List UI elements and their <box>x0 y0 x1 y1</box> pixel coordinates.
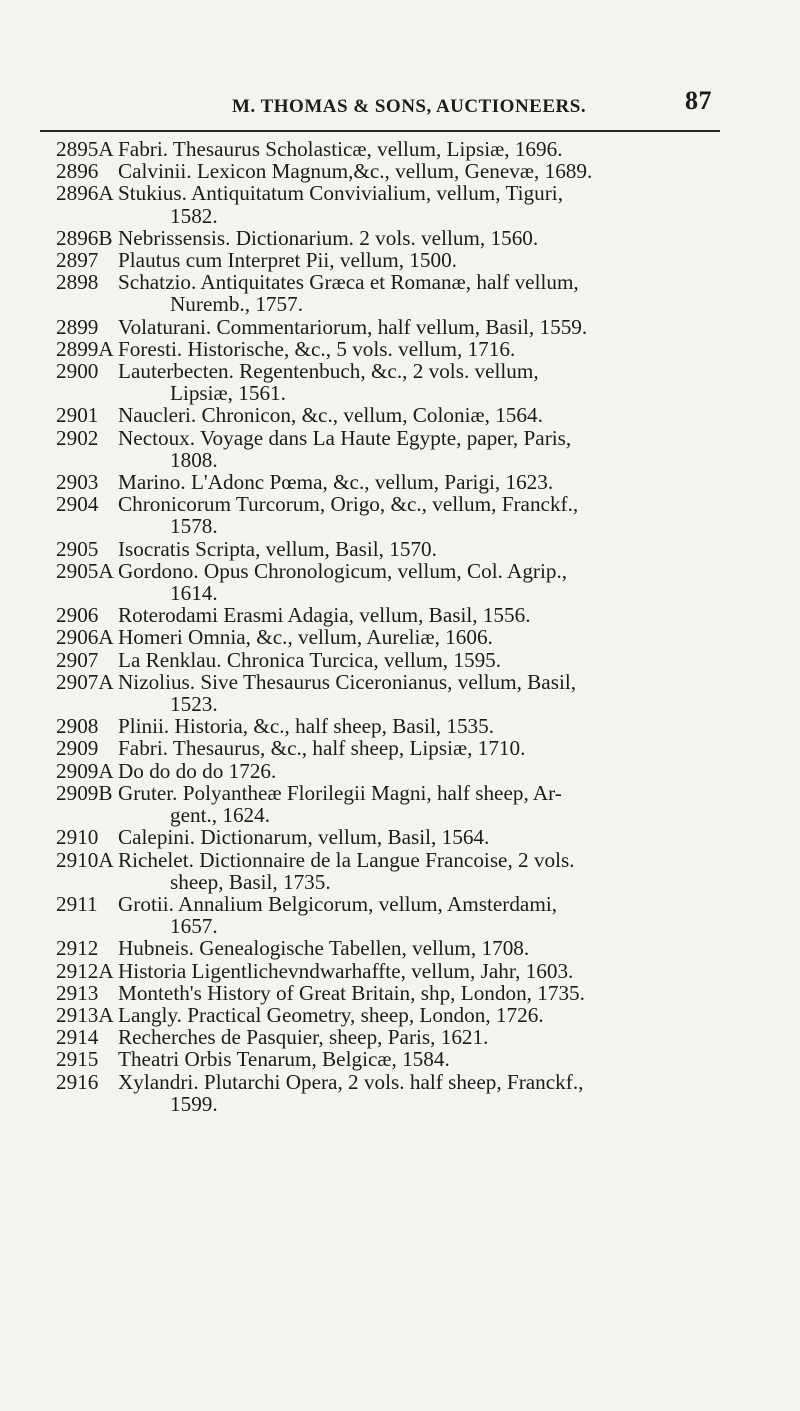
lot-number: 2901 <box>56 403 99 428</box>
catalogue-entry <box>56 626 756 648</box>
description-line: Chronicorum Turcorum, Origo, &c., vellum, Franckf., <box>118 492 579 517</box>
lot-number: 2909B <box>56 780 113 805</box>
running-head-text: M. THOMAS & SONS, AUCTIONEERS. <box>232 96 587 117</box>
catalogue-entry <box>56 271 756 315</box>
lot-number: 2906 <box>56 603 99 628</box>
catalogue-entry <box>56 360 756 404</box>
lot-description <box>118 604 756 626</box>
lot-description <box>118 826 756 848</box>
description-line: 1582. <box>170 203 218 228</box>
lot-description <box>118 404 756 426</box>
lot-description <box>118 493 756 537</box>
lot-description <box>118 960 756 982</box>
catalogue-entry <box>56 316 756 338</box>
description-line: Langly. Practical Geometry, sheep, London, 1726. <box>118 1002 544 1027</box>
lot-description <box>118 338 756 360</box>
catalogue-entry <box>56 560 756 604</box>
lot-number: 2916 <box>56 1069 99 1094</box>
running-head <box>232 86 752 118</box>
lot-number: 2905A <box>56 558 114 583</box>
description-line: Do do do do 1726. <box>118 758 277 783</box>
lot-number: 2905 <box>56 536 99 561</box>
description-line: Nuremb., 1757. <box>170 292 303 317</box>
description-line: 1599. <box>170 1091 218 1116</box>
description-line: Roterodami Erasmi Adagia, vellum, Basil, 1556. <box>118 603 531 628</box>
lot-number: 2896A <box>56 181 114 206</box>
description-line: 1578. <box>170 514 218 539</box>
catalogue-entry <box>56 982 756 1004</box>
lot-description <box>118 760 756 782</box>
description-line: Gordono. Opus Chronologicum, vellum, Col. Agrip., <box>118 558 568 583</box>
header-rule <box>40 130 720 132</box>
lot-number: 2895A <box>56 137 114 161</box>
catalogue-entry <box>56 493 756 537</box>
lot-number: 2907A <box>56 669 114 694</box>
catalogue-entry <box>56 937 756 959</box>
lot-number: 2911 <box>56 891 98 916</box>
description-line: Nebrissensis. Dictionarium. 2 vols. vellum, 1560. <box>118 225 539 250</box>
description-line: Schatzio. Antiquitates Græca et Romanæ, half vellum, <box>118 270 579 295</box>
catalogue-entry <box>56 737 756 759</box>
lot-description <box>118 249 756 271</box>
description-line: Lipsiæ, 1561. <box>170 381 286 406</box>
lot-description <box>118 982 756 1004</box>
lot-description <box>118 782 756 826</box>
lot-number: 2910A <box>56 847 114 872</box>
description-line: Xylandri. Plutarchi Opera, 2 vols. half sheep, Franckf., <box>118 1069 584 1094</box>
description-line: Grotii. Annalium Belgicorum, vellum, Amsterdami, <box>118 891 557 916</box>
lot-description <box>118 160 756 182</box>
catalogue-entry <box>56 960 756 982</box>
description-line: Fabri. Thesaurus Scholasticæ, vellum, Lipsiæ, 1696. <box>118 137 563 161</box>
description-line: 1523. <box>170 692 218 717</box>
lot-description <box>118 937 756 959</box>
description-line: Plautus cum Interpret Pii, vellum, 1500. <box>118 248 457 273</box>
lot-description <box>118 471 756 493</box>
description-line: Lauterbecten. Regentenbuch, &c., 2 vols. vellum, <box>118 359 539 384</box>
lot-number: 2899A <box>56 336 114 361</box>
lot-number: 2896B <box>56 225 113 250</box>
catalogue-entry <box>56 826 756 848</box>
description-line: Volaturani. Commentariorum, half vellum, Basil, 1559. <box>118 314 588 339</box>
description-line: Homeri Omnia, &c., vellum, Aureliæ, 1606. <box>118 625 493 650</box>
description-line: La Renklau. Chronica Turcica, vellum, 1595. <box>118 647 502 672</box>
catalogue-entry <box>56 893 756 937</box>
lot-number: 2913A <box>56 1002 114 1027</box>
description-line: Richelet. Dictionnaire de la Langue Francoise, 2 vols. <box>118 847 575 872</box>
lot-number: 2899 <box>56 314 99 339</box>
lot-description <box>118 649 756 671</box>
lot-description <box>118 271 756 315</box>
description-line: Plinii. Historia, &c., half sheep, Basil, 1535. <box>118 714 495 739</box>
description-line: Calepini. Dictionarum, vellum, Basil, 1564. <box>118 825 490 850</box>
description-line: Isocratis Scripta, vellum, Basil, 1570. <box>118 536 437 561</box>
lot-description <box>118 316 756 338</box>
lot-number: 2909A <box>56 758 114 783</box>
catalogue-entry <box>56 1071 756 1115</box>
catalogue-entry <box>56 604 756 626</box>
lot-description <box>118 1048 756 1070</box>
description-line: Naucleri. Chronicon, &c., vellum, Coloniæ, 1564. <box>118 403 543 428</box>
lot-number: 2902 <box>56 425 99 450</box>
lot-number: 2909 <box>56 736 99 761</box>
lot-number: 2903 <box>56 470 99 495</box>
description-line: Stukius. Antiquitatum Convivialium, vellum, Tiguri, <box>118 181 563 206</box>
catalogue-entry <box>56 1004 756 1026</box>
lot-number: 2913 <box>56 980 99 1005</box>
lot-description <box>118 1071 756 1115</box>
catalogue-entry <box>56 427 756 471</box>
lot-number: 2915 <box>56 1047 99 1072</box>
description-line: Gruter. Polyantheæ Florilegii Magni, half sheep, Ar- <box>118 780 562 805</box>
description-line: sheep, Basil, 1735. <box>170 869 331 894</box>
catalogue-entry <box>56 1026 756 1048</box>
catalogue-entry <box>56 649 756 671</box>
lot-description <box>118 1026 756 1048</box>
catalogue-entry <box>56 471 756 493</box>
catalogue-entry <box>56 182 756 226</box>
lot-description <box>118 138 756 160</box>
lot-number: 2906A <box>56 625 114 650</box>
lot-description <box>118 538 756 560</box>
lot-number: 2910 <box>56 825 99 850</box>
description-line: 1614. <box>170 581 218 606</box>
description-line: Theatri Orbis Tenarum, Belgicæ, 1584. <box>118 1047 450 1072</box>
description-line: Foresti. Historische, &c., 5 vols. vellum, 1716. <box>118 336 516 361</box>
description-line: Recherches de Pasquier, sheep, Paris, 1621. <box>118 1025 489 1050</box>
lot-number: 2897 <box>56 248 99 273</box>
description-line: Marino. L'Adonc Pœma, &c., vellum, Parigi, 1623. <box>118 470 554 495</box>
catalogue-entry <box>56 782 756 826</box>
lot-number: 2900 <box>56 359 99 384</box>
catalogue-entry <box>56 538 756 560</box>
description-line: Monteth's History of Great Britain, shp, London, 1735. <box>118 980 585 1005</box>
description-line: Fabri. Thesaurus, &c., half sheep, Lipsiæ, 1710. <box>118 736 526 761</box>
description-line: Hubneis. Genealogische Tabellen, vellum, 1708. <box>118 936 530 961</box>
lot-description <box>118 1004 756 1026</box>
lot-description <box>118 737 756 759</box>
lot-number: 2908 <box>56 714 99 739</box>
catalogue-entry <box>56 849 756 893</box>
lot-description <box>118 671 756 715</box>
catalogue-entry <box>56 338 756 360</box>
lot-number: 2904 <box>56 492 99 517</box>
catalogue-entries <box>56 138 756 1115</box>
description-line: Calvinii. Lexicon Magnum,&c., vellum, Genevæ, 1689. <box>118 159 593 184</box>
lot-description <box>118 715 756 737</box>
lot-number: 2898 <box>56 270 99 295</box>
catalogue-entry <box>56 404 756 426</box>
description-line: 1657. <box>170 914 218 939</box>
catalogue-entry <box>56 1048 756 1070</box>
description-line: Nectoux. Voyage dans La Haute Egypte, paper, Paris, <box>118 425 572 450</box>
catalogue-entry <box>56 160 756 182</box>
lot-number: 2896 <box>56 159 99 184</box>
lot-description <box>118 427 756 471</box>
description-line: Historia Ligentlichevndwarhaffte, vellum, Jahr, 1603. <box>118 958 574 983</box>
catalogue-entry <box>56 249 756 271</box>
lot-description <box>118 560 756 604</box>
lot-description <box>118 893 756 937</box>
catalogue-entry <box>56 760 756 782</box>
catalogue-entry <box>56 715 756 737</box>
lot-description <box>118 182 756 226</box>
lot-description <box>118 849 756 893</box>
lot-number: 2907 <box>56 647 99 672</box>
description-line: Nizolius. Sive Thesaurus Ciceronianus, vellum, Basil, <box>118 669 577 694</box>
page-number: 87 <box>685 86 712 115</box>
lot-number: 2912A <box>56 958 114 983</box>
lot-number: 2914 <box>56 1025 99 1050</box>
catalogue-entry <box>56 138 756 160</box>
catalogue-entry <box>56 227 756 249</box>
description-line: 1808. <box>170 447 218 472</box>
lot-number: 2912 <box>56 936 99 961</box>
catalogue-entry <box>56 671 756 715</box>
lot-description <box>118 360 756 404</box>
lot-description <box>118 227 756 249</box>
description-line: gent., 1624. <box>170 803 271 828</box>
lot-description <box>118 626 756 648</box>
